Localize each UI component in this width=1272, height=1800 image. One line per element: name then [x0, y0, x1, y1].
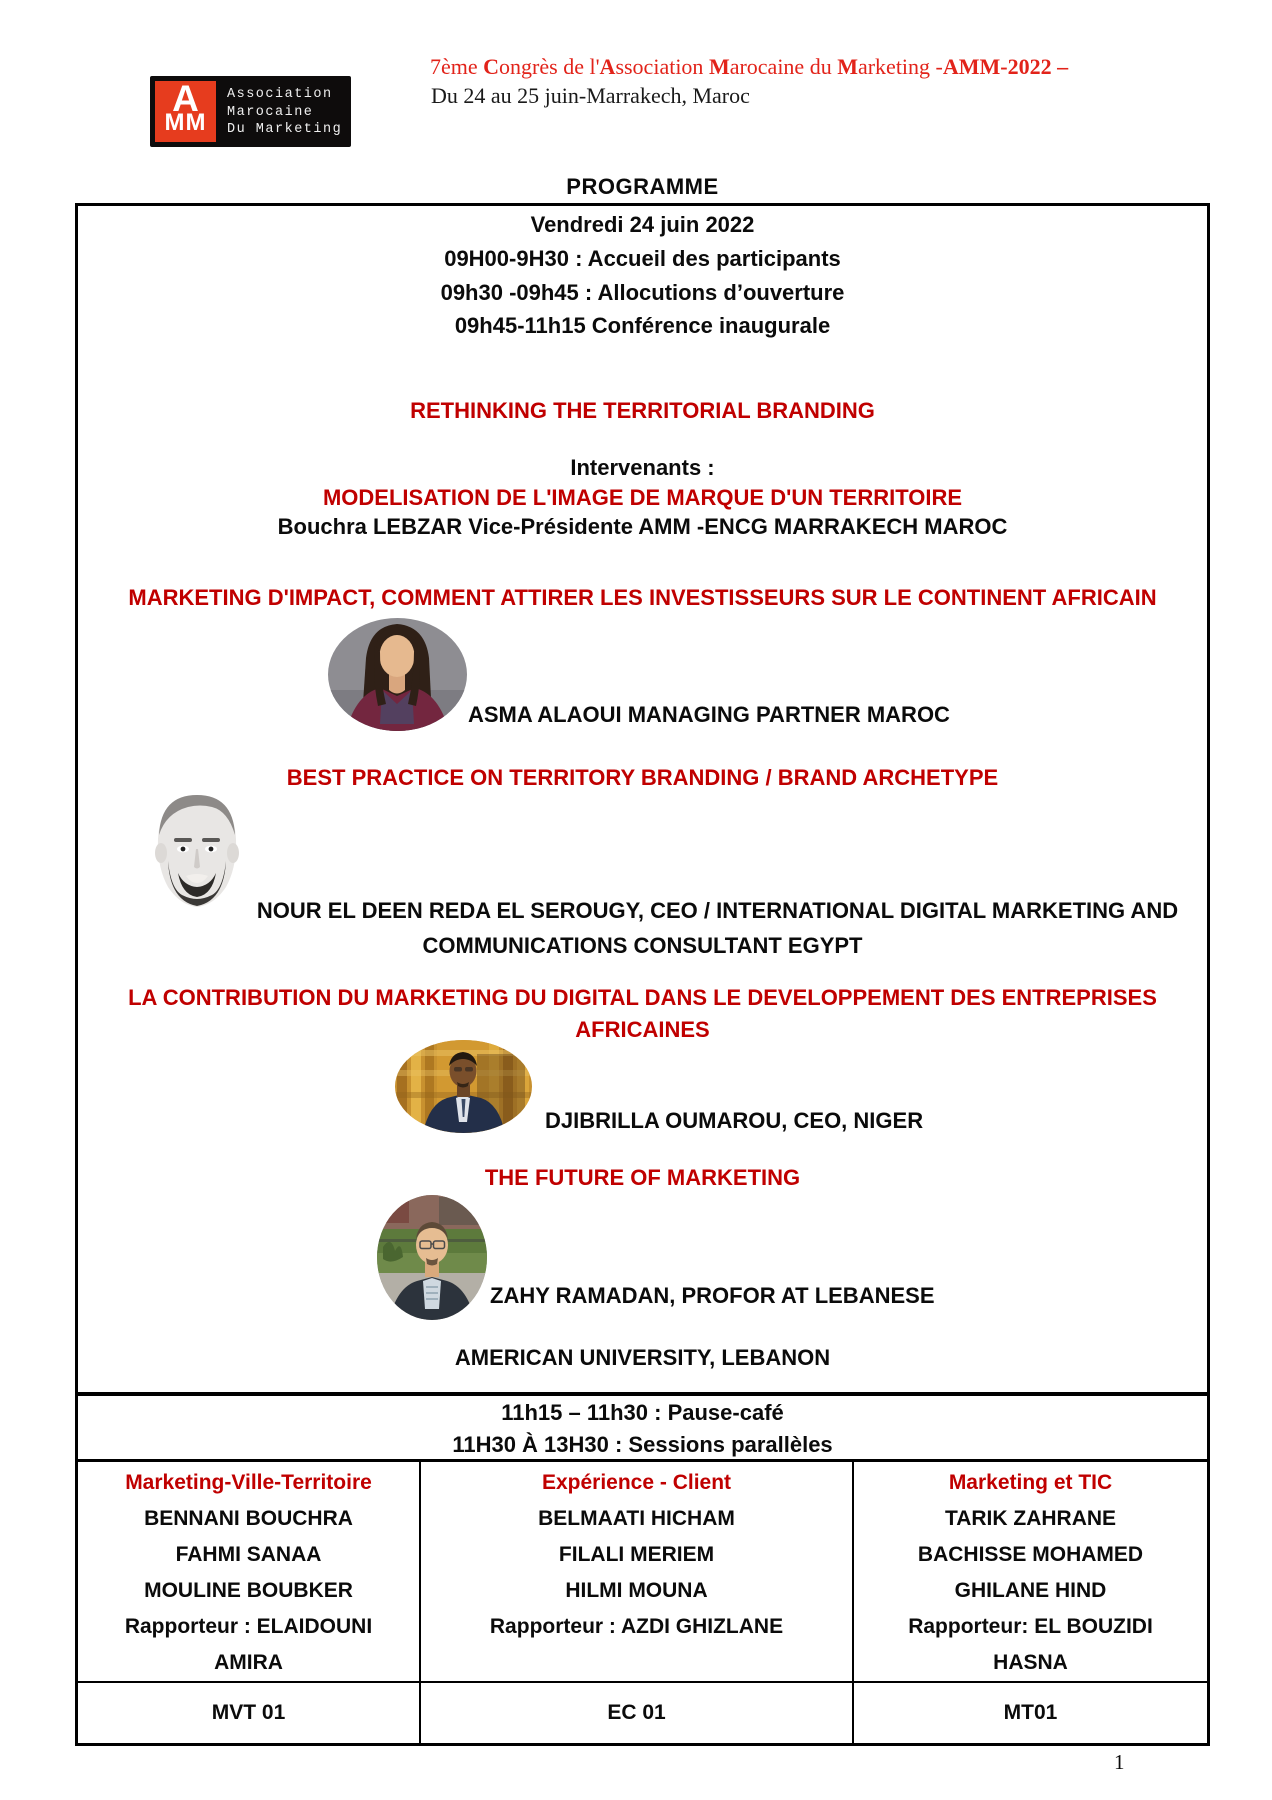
session-title: Marketing-Ville-Territoire: [125, 1471, 372, 1494]
logo-letters-mm: MM: [164, 109, 207, 136]
asma-alaoui-portrait: [328, 618, 467, 731]
talk4-title-line2: AFRICAINES: [575, 1017, 710, 1042]
amm-logo: [150, 76, 351, 147]
zahy-ramadan-portrait: [377, 1195, 487, 1320]
talk5-title: THE FUTURE OF MARKETING: [484, 1165, 801, 1190]
logo-word-3: Du Marketing: [227, 122, 343, 137]
portrait-man-beard-icon: [130, 787, 265, 915]
session-rapporteur: Rapporteur : AZDI GHIZLANE: [489, 1615, 784, 1638]
session-member: BELMAATI HICHAM: [538, 1507, 735, 1530]
session-member: GHILANE HIND: [954, 1579, 1107, 1602]
session-rapporteur: Rapporteur: EL BOUZIDI HASNA: [908, 1615, 1153, 1674]
day-date: Vendredi 24 juin 2022: [530, 212, 755, 237]
logo-word-1: Association: [227, 87, 333, 102]
session-member: BENNANI BOUCHRA: [144, 1507, 353, 1530]
session-code-mt: MT01: [852, 1681, 1207, 1743]
session-column-mt: [852, 1462, 1207, 1681]
talk5-speaker-line1: ZAHY RAMADAN, PROFOR AT LEBANESE: [490, 1283, 935, 1308]
talk3-speaker-line1: NOUR EL DEEN REDA EL SEROUGY, CEO / INTERNATIONAL DIGITAL MARKETING AND: [256, 898, 1179, 923]
congress-title: 7ème Congrès de l'Association Marocaine du Marketing -AMM-2022 –: [430, 54, 1069, 79]
session-title: Marketing et TIC: [948, 1471, 1113, 1494]
portrait-man-glasses-icon: [377, 1195, 487, 1320]
session-member: HILMI MOUNA: [565, 1579, 708, 1602]
amm-logo-mark-icon: [155, 78, 216, 142]
session-member: TARIK ZAHRANE: [944, 1507, 1117, 1530]
session-column-mvt: [78, 1462, 419, 1681]
nour-el-deen-portrait: [130, 787, 265, 915]
sessions-table: [78, 1459, 1207, 1743]
portrait-man-suit-icon: [395, 1040, 532, 1133]
congress-dates: Du 24 au 25 juin-Marrakech, Maroc: [431, 83, 750, 108]
logo-wordmark: [227, 86, 342, 139]
talk1-speaker: Bouchra LEBZAR Vice-Présidente AMM -ENCG MARRAKECH MAROC: [277, 514, 1008, 539]
section-divider: [78, 1392, 1207, 1396]
session-code-ec: EC 01: [419, 1681, 852, 1743]
session-member: FILALI MERIEM: [558, 1543, 715, 1566]
parallel-sessions: 11H30 À 13H30 : Sessions parallèles: [452, 1432, 833, 1457]
talk4-speaker: DJIBRILLA OUMAROU, CEO, NIGER: [545, 1108, 924, 1133]
schedule-item: 09h45-11h15 Conférence inaugurale: [454, 313, 831, 338]
program-box: [75, 203, 1210, 1746]
session-member: BACHISSE MOHAMED: [917, 1543, 1144, 1566]
session-column-ec: [419, 1462, 852, 1681]
session-code-mvt: MVT 01: [78, 1681, 419, 1743]
talk3-title: BEST PRACTICE ON TERRITORY BRANDING / BRAND ARCHETYPE: [286, 765, 999, 790]
page-title: PROGRAMME: [566, 174, 719, 199]
schedule-item: 09h30 -09h45 : Allocutions d’ouverture: [440, 280, 845, 305]
talk1-title: MODELISATION DE L'IMAGE DE MARQUE D'UN TERRITOIRE: [322, 485, 963, 510]
session-title: Expérience - Client: [541, 1471, 732, 1494]
talk5-speaker-line2: AMERICAN UNIVERSITY, LEBANON: [454, 1345, 831, 1370]
talk2-speaker: ASMA ALAOUI MANAGING PARTNER MAROC: [468, 702, 950, 727]
session-member: MOULINE BOUBKER: [144, 1579, 353, 1602]
session-rapporteur: Rapporteur : ELAIDOUNI AMIRA: [124, 1615, 373, 1674]
pause-cafe: 11h15 – 11h30 : Pause-café: [501, 1400, 784, 1425]
talk4-title-line1: LA CONTRIBUTION DU MARKETING DU DIGITAL DANS LE DEVELOPPEMENT DES ENTREPRISES: [128, 985, 1157, 1010]
schedule-item: 09H00-9H30 : Accueil des participants: [444, 246, 841, 271]
speakers-label: Intervenants :: [570, 455, 715, 480]
session-member: FAHMI SANAA: [175, 1543, 322, 1566]
keynote-title: RETHINKING THE TERRITORIAL BRANDING: [410, 398, 875, 423]
logo-word-2: Marocaine: [227, 104, 314, 120]
talk3-speaker-line2: COMMUNICATIONS CONSULTANT EGYPT: [422, 933, 863, 958]
talk2-title: MARKETING D'IMPACT, COMMENT ATTIRER LES INVESTISSEURS SUR LE CONTINENT AFRICAIN: [128, 585, 1157, 610]
djibrilla-oumarou-portrait: [395, 1040, 532, 1133]
portrait-woman-icon: [328, 618, 467, 731]
logo-letter-a: A: [172, 78, 199, 119]
page-number: 1: [1114, 1750, 1125, 1774]
